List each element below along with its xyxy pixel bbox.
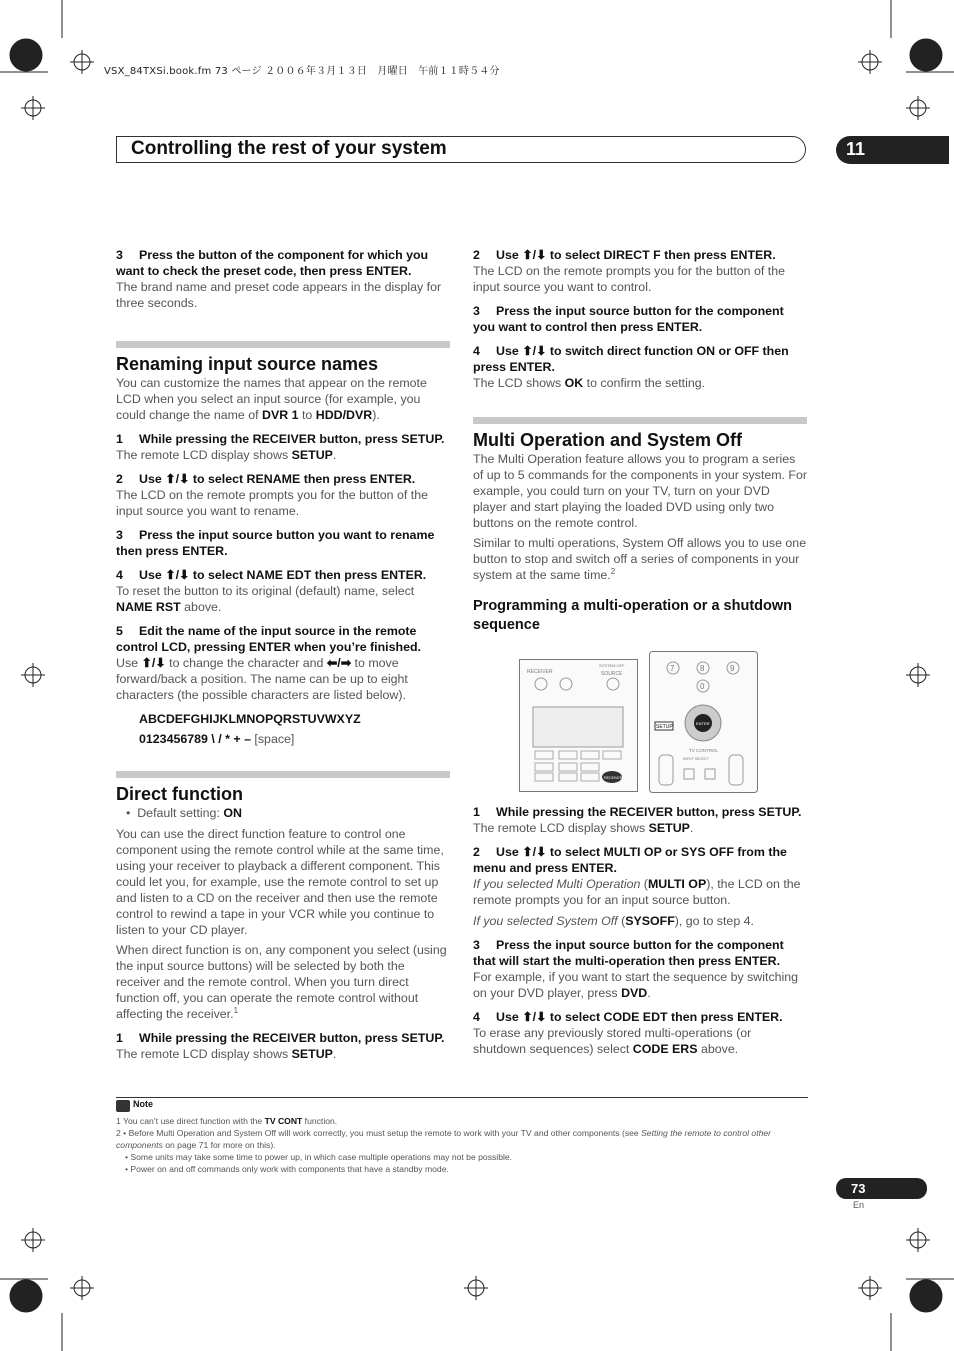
heading-direct-function: Direct function [116, 784, 244, 804]
character-list-letters: ABCDEFGHIJKLMNOPQRSTUVWXYZ [139, 712, 361, 726]
heading-renaming: Renaming input source names [116, 354, 379, 374]
updown-arrows-icon: ⬆/⬇ [522, 344, 547, 358]
page-language: En [853, 1200, 865, 1210]
footnote-2: 2 • Before Multi Operation and System Off will work correctly, you must setup the remote to work with your TV and other components (see Setting the remote to control other components on page 71 for more on this). [116, 1128, 772, 1150]
chapter-number: 11 [846, 139, 866, 159]
section-rule [473, 417, 807, 424]
updown-arrows-icon: ⬆/⬇ [141, 656, 166, 670]
note-pencil-icon [116, 1100, 130, 1112]
multi-step-4: 4 Use ⬆/⬇ to select CODE EDT then press ENTER. [473, 1010, 783, 1024]
rename-step-5: 5 Edit the name of the input source in the remote control LCD, pressing ENTER when you’re finished. [116, 624, 421, 654]
rename-step-2-body: The LCD on the remote prompts you for the button of the input source you want to rename. [116, 488, 429, 518]
direct-step-2-body: The LCD on the remote prompts you for the button of the input source you want to control. [473, 264, 786, 294]
multi-step-2-body-b: If you selected System Off (SYSOFF), go to step 4. [473, 914, 754, 928]
footnote-4: • Power on and off commands only work with components that have a standby mode. [125, 1164, 449, 1174]
rename-step-1-body: The remote LCD display shows SETUP. [116, 448, 337, 462]
file-info-line: VSX_84TXSi.book.fm 73 ページ ２００６年３月１３日 月曜日 午前１１時５４分 [104, 66, 500, 77]
page-number-tab [836, 1178, 927, 1199]
multi-paragraph-1: The Multi Operation feature allows you to program a series of up to 5 commands for the components in your system. For example, you could turn on your TV, turn on your DVD player and start playing the loaded DVD using only two buttons on the remote control. [473, 452, 808, 530]
direct-step-4: 4 Use ⬆/⬇ to switch direct function ON or OFF then press ENTER. [473, 344, 789, 374]
multi-paragraph-2: Similar to multi operations, System Off allows you to use one button to stop and switch off a series of components in your system at the same time.$^2$ [473, 536, 807, 582]
default-setting: • Default setting: ON [126, 806, 242, 820]
direct-step-1: 1 While pressing the RECEIVER button, press SETUP. [116, 1031, 445, 1045]
rename-step-1: 1 While pressing the RECEIVER button, press SETUP. [116, 432, 445, 446]
updown-arrows-icon: ⬆/⬇ [165, 568, 190, 582]
rename-step-4-body: To reset the button to its original (default) name, select NAME RST above. [116, 584, 415, 614]
updown-arrows-icon: ⬆/⬇ [522, 248, 547, 262]
character-list-digits: 0123456789 \ / * + – [space] [139, 732, 295, 746]
heading-programming-sequence: Programming a multi-operation or a shutdown sequence [473, 598, 793, 633]
multi-step-3-body: For example, if you want to start the sequence by switching on your DVD player, press DVD. [473, 970, 799, 1000]
multi-step-2: 2 Use ⬆/⬇ to select MULTI OP or SYS OFF from the menu and press ENTER. [473, 845, 787, 875]
page-number: 73 [851, 1181, 866, 1196]
remote-control-illustration [519, 651, 759, 793]
remote-setup-button: SETUP [656, 724, 673, 730]
remote-receiver-label: RECEIVER [527, 669, 553, 675]
note-label: Note [133, 1099, 153, 1109]
remote-digit-7: 7 [670, 664, 675, 673]
step-3-check-preset: 3 Press the button of the component for which you want to check the preset code, then press ENTER. [116, 248, 429, 278]
direct-step-4-body: The LCD shows OK to confirm the setting. [473, 376, 706, 390]
right-column-top [473, 247, 807, 635]
direct-step-3: 3 Press the input source button for the component you want to control then press ENTER. [473, 304, 784, 334]
section-rule [116, 771, 450, 778]
remote-enter-button: ENTER [696, 721, 710, 726]
remote-input-select-label: INPUT SELECT [683, 757, 709, 761]
remote-system-off-label: SYSTEM OFF [599, 663, 625, 668]
multi-step-3: 3 Press the input source button for the component that will start the multi-operation then press ENTER. [473, 938, 784, 968]
rename-step-5-body: Use ⬆/⬇ to change the character and ⬅/➡ to move forward/back a position. The name can be up to eight characters (the possible characters are listed below). [116, 656, 408, 702]
heading-multi-operation: Multi Operation and System Off [473, 430, 743, 450]
remote-digit-0: 0 [700, 682, 705, 691]
multi-step-2-body-a: If you selected Multi Operation (MULTI OP), the LCD on the remote prompts you for an input source button. [473, 877, 801, 907]
section-rule [116, 341, 450, 348]
remote-receiver-button: RECEIVER [604, 776, 623, 780]
step-3-body: The brand name and preset code appears in the display for three seconds. [116, 280, 442, 310]
leftright-arrows-icon: ⬅/➡ [326, 656, 352, 670]
multi-step-4-body: To erase any previously stored multi-operations (or shutdown sequences) select CODE ERS above. [473, 1026, 752, 1056]
remote-tv-control-label: TV CONTROL [689, 748, 719, 753]
updown-arrows-icon: ⬆/⬇ [522, 1010, 547, 1024]
footnote-1: 1 You can’t use direct function with the TV CONT function. [116, 1116, 338, 1126]
note-rule [116, 1097, 808, 1098]
updown-arrows-icon: ⬆/⬇ [165, 472, 190, 486]
updown-arrows-icon: ⬆/⬇ [522, 845, 547, 859]
direct-step-1-body: The remote LCD display shows SETUP. [116, 1047, 337, 1061]
right-column-bottom [473, 804, 807, 1057]
direct-step-2: 2 Use ⬆/⬇ to select DIRECT F then press ENTER. [473, 248, 776, 262]
remote-source-label: SOURCE [601, 671, 623, 677]
left-column [116, 247, 450, 1062]
direct-paragraph-1: You can use the direct function feature to control one component using the remote control while at the same time, using your receiver to playback a different component. This could let you, for example, use the remote control to set up and listen to a CD on the receiver and then use the remote control to rewind a tape in your VCR while you continue to listen to your CD player. [116, 827, 444, 937]
remote-digit-9: 9 [730, 664, 735, 673]
footnote-3: • Some units may take some time to power up, in which case multiple operations may not be possible. [125, 1152, 513, 1162]
remote-digit-8: 8 [700, 664, 705, 673]
rename-intro: You can customize the names that appear on the remote LCD when you select an input source (for example, you could change the name of DVR 1 to HDD/DVR). [116, 376, 427, 422]
footnotes [116, 1115, 806, 1175]
multi-step-1: 1 While pressing the RECEIVER button, press SETUP. [473, 805, 802, 819]
multi-step-1-body: The remote LCD display shows SETUP. [473, 821, 694, 835]
direct-paragraph-2: When direct function is on, any component you select (using the input source buttons) will be selected by both the receiver and the remote control. When you turn direct function off, you can operate the remote control without affecting the receiver.$^1$ [116, 943, 447, 1021]
rename-step-2: 2 Use ⬆/⬇ to select RENAME then press ENTER. [116, 472, 416, 486]
rename-step-3: 3 Press the input source button you want to rename then press ENTER. [116, 528, 435, 558]
rename-step-4: 4 Use ⬆/⬇ to select NAME EDT then press ENTER. [116, 568, 427, 582]
chapter-title: Controlling the rest of your system [131, 138, 447, 159]
